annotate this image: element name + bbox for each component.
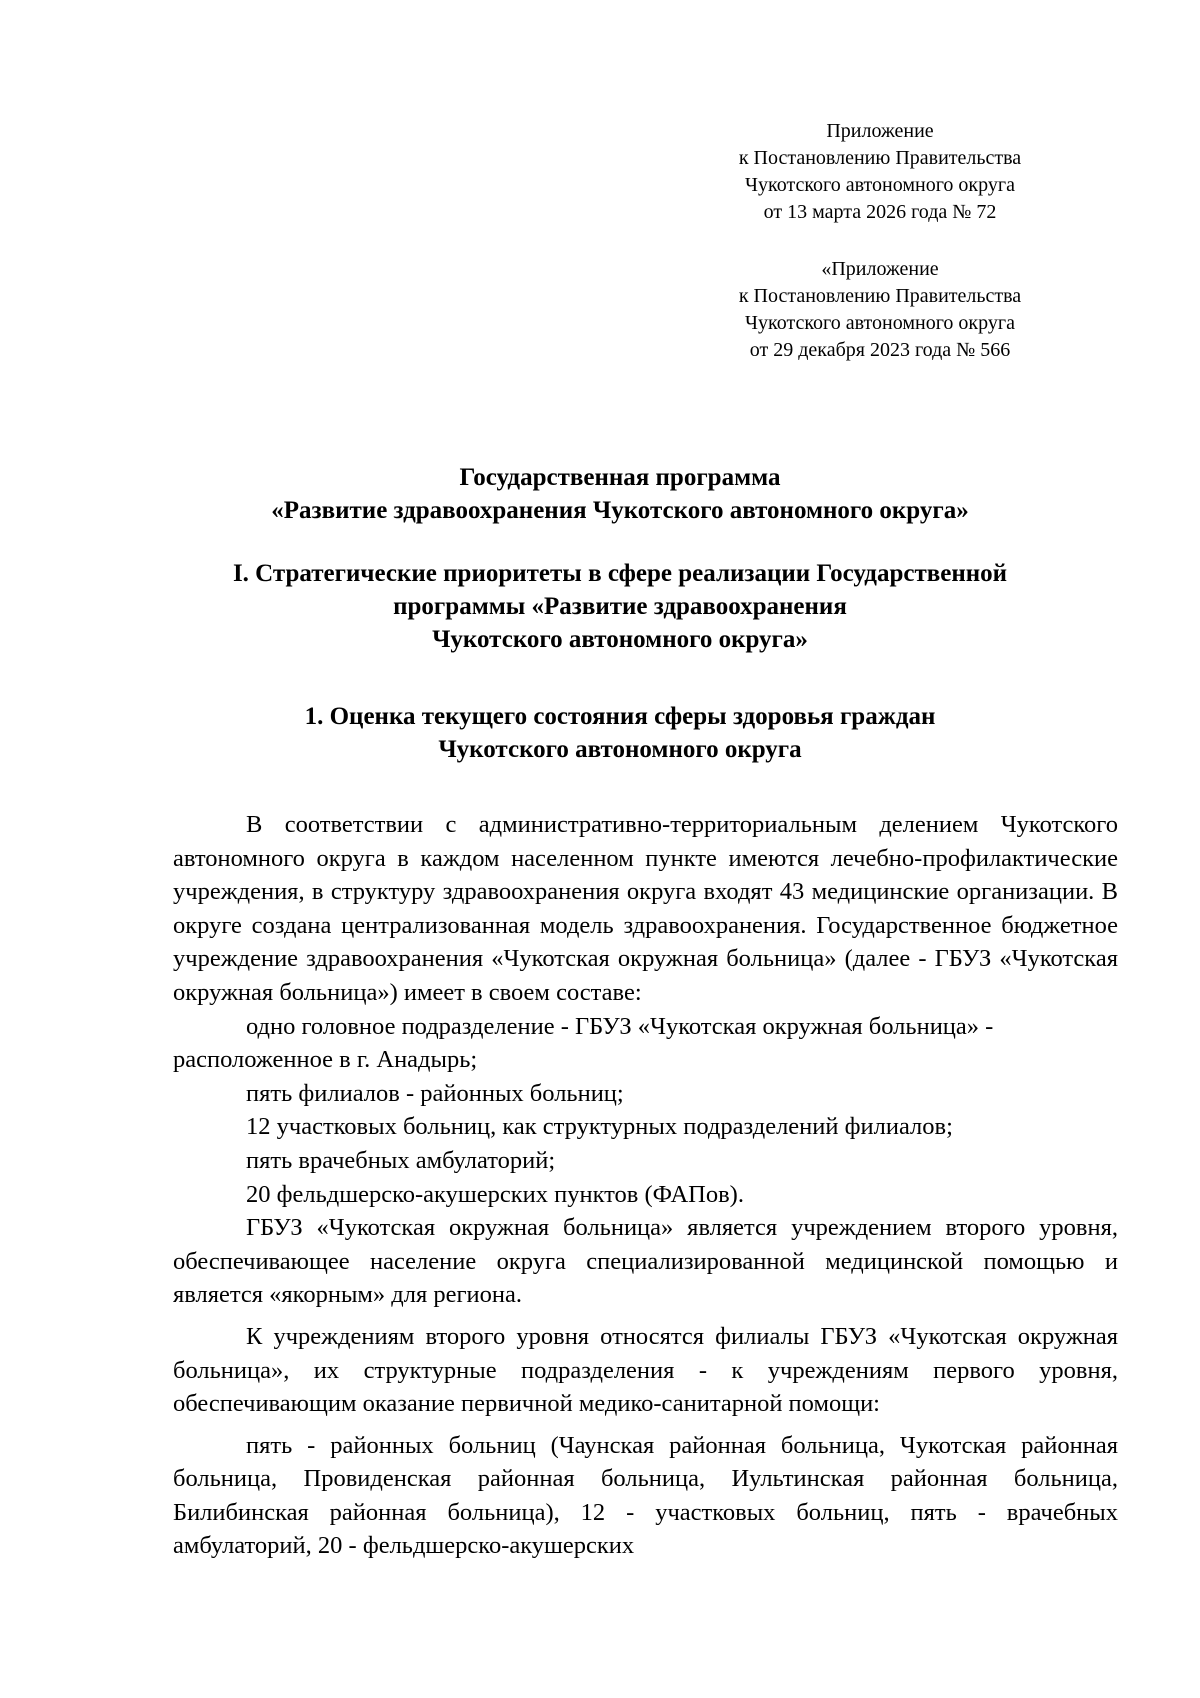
subsection-heading bbox=[150, 700, 1090, 766]
paragraph: В соответствии с административно-территориальным делением Чукотского автономного округа в каждом населенном пункте имеются лечебно-профилактические учреждения, в структуру здравоохранения округа входят 43 медицинские организации. В округе создана централизованная модель здравоохранения. Государственное бюджетное учреждение здравоохранения «Чукотская окружная больница» (далее - ГБУЗ «Чукотская окружная больница») имеет в своем составе: bbox=[173, 811, 1118, 1006]
paragraph: 20 фельдшерско-акушерских пунктов (ФАПов). bbox=[246, 1180, 744, 1208]
section-heading-line: I. Стратегические приоритеты в сфере реализации Государственной bbox=[232, 560, 1008, 587]
section-heading-line: Чукотского автономного округа» bbox=[432, 626, 808, 653]
paragraph: пять филиалов - районных больниц; bbox=[246, 1079, 624, 1107]
appendix-line: от 29 декабря 2023 года № 566 bbox=[749, 339, 1011, 361]
program-title-line: «Развитие здравоохранения Чукотского автономного округа» bbox=[271, 497, 969, 524]
body-text bbox=[173, 808, 1118, 1563]
subsection-heading-line: 1. Оценка текущего состояния сферы здоровья граждан bbox=[304, 703, 936, 730]
paragraph: пять - районных больниц (Чаунская районная больница, Чукотская районная больница, Провиденская районная больница, Иультинская районная больница, Билибинская районная больница), 12 - участковых больниц, пять - врачебных амбулаторий, 20 - фельдшерско-акушерских bbox=[173, 1431, 1118, 1560]
appendix-line: к Постановлению Правительства bbox=[738, 285, 1022, 307]
section-heading bbox=[150, 557, 1090, 656]
appendix-line: Чукотского автономного округа bbox=[745, 312, 1015, 334]
appendix-block-current bbox=[700, 118, 1060, 226]
subsection-heading-line: Чукотского автономного округа bbox=[438, 736, 802, 763]
paragraph: пять врачебных амбулаторий; bbox=[246, 1146, 556, 1174]
paragraph: 12 участковых больниц, как структурных подразделений филиалов; bbox=[246, 1113, 953, 1141]
appendix-line: Приложение bbox=[826, 120, 934, 142]
appendix-line: «Приложение bbox=[821, 258, 939, 280]
paragraph: К учреждениям второго уровня относятся филиалы ГБУЗ «Чукотская окружная больница», их структурные подразделения - к учреждениям первого уровня, обеспечивающим оказание первичной медико-санитарной помощи: bbox=[173, 1322, 1118, 1418]
paragraph: одно головное подразделение - ГБУЗ «Чукотская окружная больница» - расположенное в г. Анадырь; bbox=[173, 1012, 994, 1074]
program-title-line: Государственная программа bbox=[459, 464, 781, 491]
appendix-block-original bbox=[700, 256, 1060, 364]
program-title bbox=[150, 461, 1090, 527]
section-heading-line: программы «Развитие здравоохранения bbox=[393, 593, 847, 620]
appendix-line: от 13 марта 2026 года № 72 bbox=[763, 201, 997, 223]
paragraph: ГБУЗ «Чукотская окружная больница» является учреждением второго уровня, обеспечивающее население округа специализированной медицинской помощью и является «якорным» для региона. bbox=[173, 1214, 1118, 1309]
appendix-line: к Постановлению Правительства bbox=[738, 147, 1022, 169]
appendix-line: Чукотского автономного округа bbox=[745, 174, 1015, 196]
